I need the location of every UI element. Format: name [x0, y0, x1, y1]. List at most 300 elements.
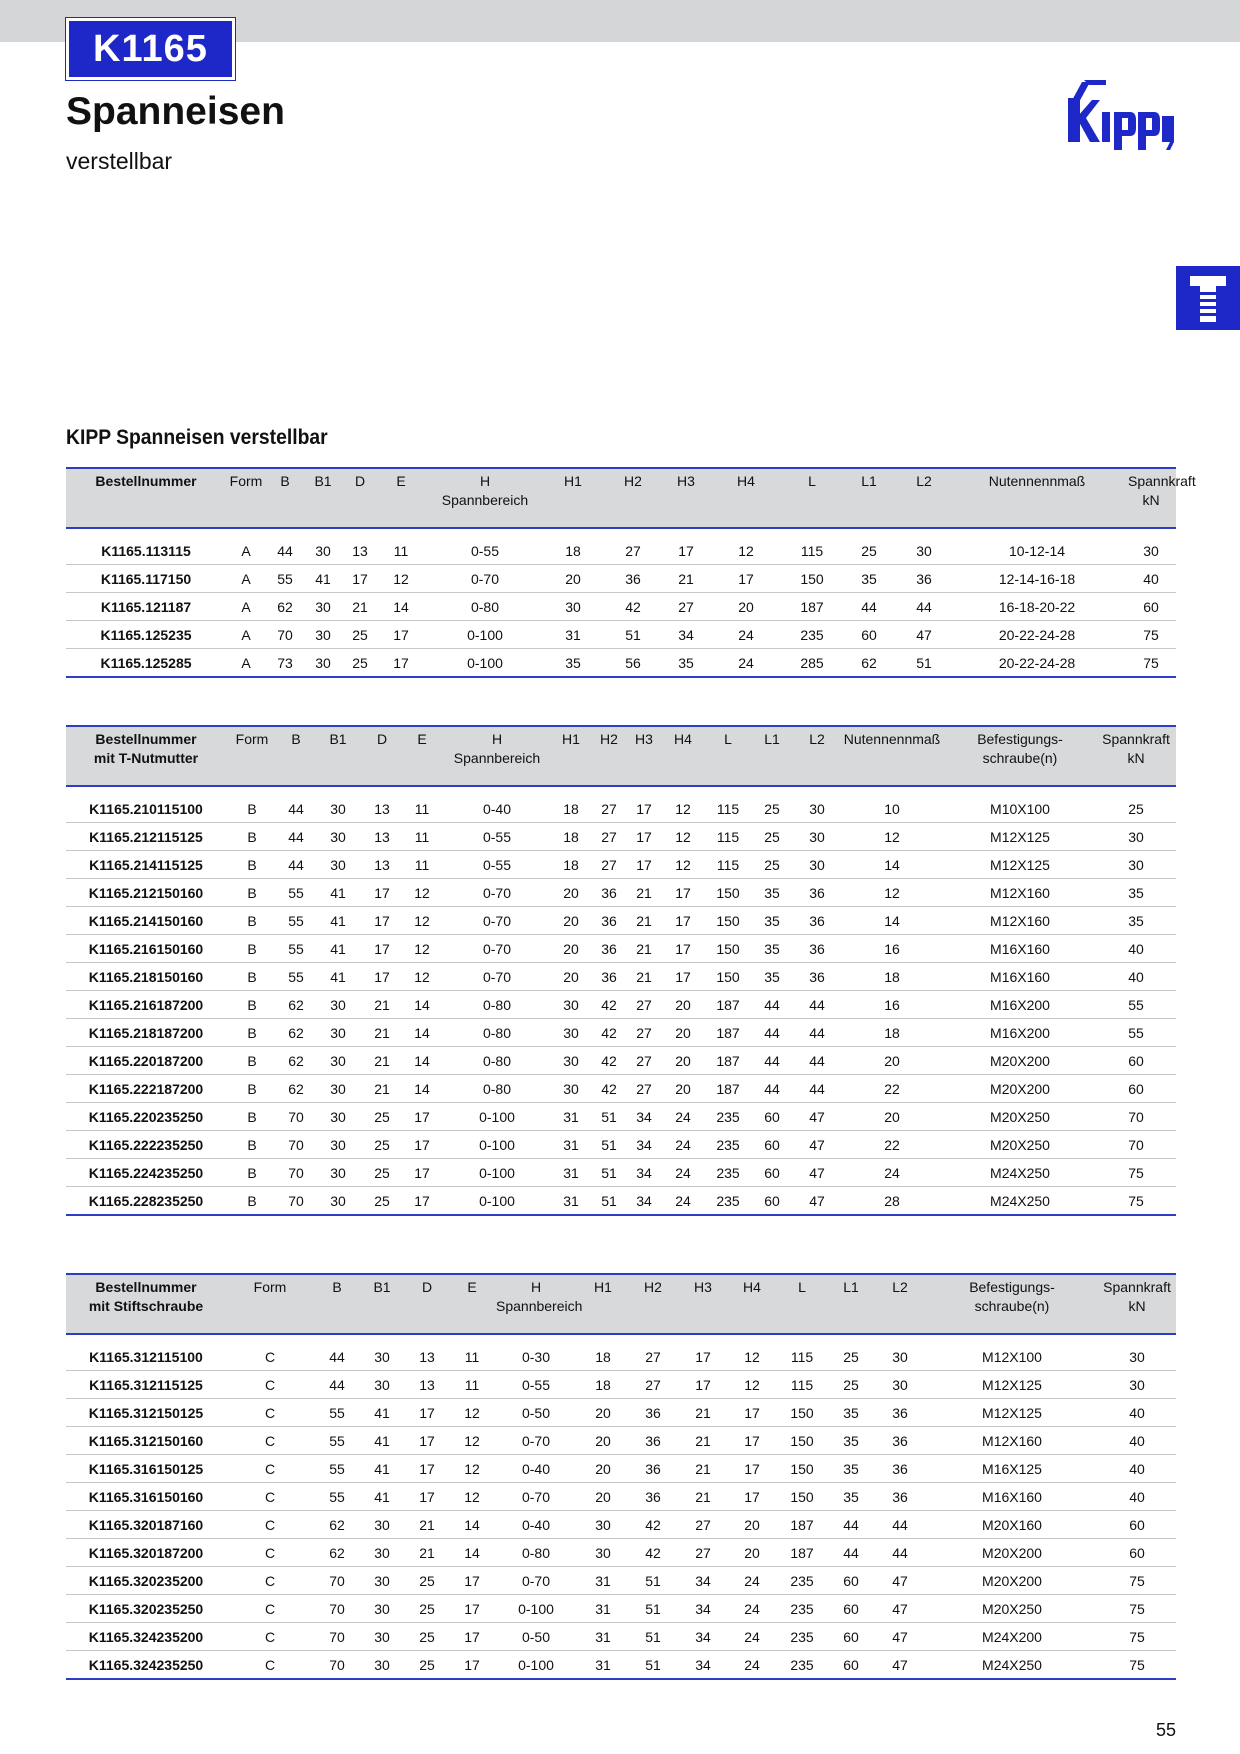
table-cell: 30	[360, 1334, 404, 1371]
table-cell: 31	[546, 621, 600, 649]
table-cell: 47	[900, 621, 948, 649]
table-cell: 44	[874, 1511, 926, 1539]
order-number-cell: K1165.212150160	[66, 879, 226, 907]
table-cell: 27	[678, 1539, 728, 1567]
table-cell: 21	[342, 593, 378, 621]
table-cell: B	[226, 1047, 278, 1075]
table-cell: 12	[402, 963, 442, 991]
table-cell: 235	[776, 1595, 828, 1623]
table-cell: 51	[628, 1595, 678, 1623]
table-cell: 17	[728, 1455, 776, 1483]
table-cell: 36	[874, 1455, 926, 1483]
table-cell: 75	[1126, 621, 1176, 649]
table-cell: 30	[1096, 823, 1176, 851]
table-cell: 42	[600, 593, 666, 621]
table-cell: 51	[590, 1131, 628, 1159]
table-cell: M12X125	[926, 1399, 1098, 1427]
column-header	[226, 1274, 314, 1334]
table-cell: M12X125	[944, 851, 1096, 879]
table-cell: 30	[314, 851, 362, 879]
column-header-label: B1	[329, 731, 347, 747]
table-cell: 44	[278, 851, 314, 879]
column-header	[450, 1274, 494, 1334]
table-cell: 20	[552, 907, 590, 935]
table-cell: M20X250	[926, 1595, 1098, 1623]
table-cell: 44	[750, 991, 794, 1019]
table-row	[66, 565, 1176, 593]
table-cell: 41	[304, 565, 342, 593]
order-number-cell: K1165.218187200	[66, 1019, 226, 1047]
table-cell: 30	[1098, 1334, 1176, 1371]
table-cell: 14	[450, 1511, 494, 1539]
table-cell: A	[226, 649, 266, 678]
table-cell: 25	[362, 1187, 402, 1216]
table-cell: M24X200	[926, 1623, 1098, 1651]
column-header	[546, 468, 600, 528]
table-cell: 55	[1096, 991, 1176, 1019]
table-cell: 150	[776, 1455, 828, 1483]
table-row	[66, 593, 1176, 621]
column-header-label: L1	[843, 1279, 859, 1295]
column-header-label: B1	[314, 473, 332, 489]
table-cell: 60	[1098, 1539, 1176, 1567]
order-number-cell: K1165.218150160	[66, 963, 226, 991]
table-cell: 11	[450, 1371, 494, 1399]
table-cell: 12	[378, 565, 424, 593]
column-header	[1126, 468, 1196, 528]
table-cell: 235	[706, 1131, 750, 1159]
column-header-label: H1	[562, 731, 580, 747]
table-cell: 12	[840, 823, 944, 851]
table-cell: 70	[314, 1623, 360, 1651]
column-header-label: Spannkraft	[1103, 1279, 1171, 1295]
column-header	[304, 468, 342, 528]
order-number-cell: K1165.216150160	[66, 935, 226, 963]
column-header-label: E	[396, 473, 406, 489]
table-cell: 115	[776, 1371, 828, 1399]
table-cell: 31	[552, 1187, 590, 1216]
table-cell: 14	[840, 851, 944, 879]
table-cell: 20	[578, 1483, 628, 1511]
table-cell: 42	[590, 1075, 628, 1103]
column-header-label: H2	[644, 1279, 662, 1295]
table-cell: 41	[314, 879, 362, 907]
table-cell: 12	[840, 879, 944, 907]
column-header-sublabel: kN	[1142, 492, 1160, 508]
table-cell: 0-70	[424, 565, 546, 593]
table-cell: 30	[314, 1019, 362, 1047]
table-cell: 10-12-14	[948, 528, 1126, 565]
table-row	[66, 1427, 1176, 1455]
table-cell: B	[226, 1159, 278, 1187]
section-title: KIPP Spanneisen verstellbar	[66, 426, 328, 449]
table-row	[66, 1623, 1176, 1651]
table-cell: 17	[660, 879, 706, 907]
table-cell: 20	[578, 1399, 628, 1427]
table-cell: 17	[378, 649, 424, 678]
column-header	[226, 468, 266, 528]
table-cell: 0-70	[494, 1567, 578, 1595]
table-cell: 12	[660, 823, 706, 851]
table-cell: M10X100	[944, 786, 1096, 823]
column-header-label: E	[467, 1279, 477, 1295]
table-cell: 11	[378, 528, 424, 565]
table-cell: C	[226, 1511, 314, 1539]
table-cell: 47	[794, 1103, 840, 1131]
table-cell: 150	[786, 565, 838, 593]
table-cell: 44	[794, 1075, 840, 1103]
column-header-label: Befestigungs-	[977, 731, 1063, 747]
table-cell: 21	[362, 1019, 402, 1047]
table-cell: 16	[840, 935, 944, 963]
kipp-logo-graphic	[1066, 76, 1178, 158]
table-cell: M16X200	[944, 991, 1096, 1019]
table-cell: 40	[1126, 565, 1176, 593]
table-cell: 187	[706, 991, 750, 1019]
table-cell: 20	[660, 1019, 706, 1047]
table-cell: 0-100	[442, 1187, 552, 1216]
table-row	[66, 1595, 1176, 1623]
column-header	[402, 726, 442, 786]
table-cell: B	[226, 823, 278, 851]
table-cell: 30	[546, 593, 600, 621]
table-cell: 25	[750, 786, 794, 823]
table-cell: 51	[600, 621, 666, 649]
table-cell: 0-55	[494, 1371, 578, 1399]
table-cell: 0-100	[424, 621, 546, 649]
table-cell: 0-100	[442, 1131, 552, 1159]
table-row	[66, 1159, 1176, 1187]
order-number-cell: K1165.220235250	[66, 1103, 226, 1131]
table-cell: 25	[404, 1651, 450, 1680]
table-cell: 12	[660, 786, 706, 823]
table-cell: 42	[590, 991, 628, 1019]
table-cell: 44	[314, 1371, 360, 1399]
table-cell: 21	[628, 879, 660, 907]
table-cell: 12	[450, 1427, 494, 1455]
column-header	[628, 1274, 678, 1334]
table-cell: 17	[362, 963, 402, 991]
table-cell: 51	[590, 1187, 628, 1216]
table-cell: 40	[1098, 1455, 1176, 1483]
table-cell: 60	[1096, 1047, 1176, 1075]
table-cell: 36	[600, 565, 666, 593]
table-cell: 55	[314, 1455, 360, 1483]
table-cell: 235	[786, 621, 838, 649]
table-cell: M24X250	[944, 1159, 1096, 1187]
column-header	[840, 726, 944, 786]
table-cell: 75	[1098, 1595, 1176, 1623]
column-header-label: H3	[694, 1279, 712, 1295]
table-cell: 20	[840, 1103, 944, 1131]
table-cell: 150	[776, 1427, 828, 1455]
table-cell: 25	[342, 621, 378, 649]
table-row	[66, 879, 1176, 907]
table-cell: 44	[750, 1047, 794, 1075]
column-header	[706, 468, 786, 528]
column-header	[578, 1274, 628, 1334]
table-cell: 12-14-16-18	[948, 565, 1126, 593]
table-cell: 40	[1098, 1427, 1176, 1455]
table-cell: 30	[552, 1019, 590, 1047]
table-cell: 150	[776, 1399, 828, 1427]
table-cell: 34	[678, 1595, 728, 1623]
table-cell: C	[226, 1623, 314, 1651]
table-cell: 55	[314, 1427, 360, 1455]
table-cell: 36	[628, 1399, 678, 1427]
table-cell: 25	[404, 1623, 450, 1651]
table-cell: 47	[794, 1159, 840, 1187]
table-cell: 24	[660, 1187, 706, 1216]
table-cell: 27	[628, 1334, 678, 1371]
column-header-label: Spannkraft	[1102, 731, 1170, 747]
table-cell: 17	[660, 963, 706, 991]
table-cell: 35	[750, 907, 794, 935]
table-cell: 70	[278, 1187, 314, 1216]
table-cell: 12	[660, 851, 706, 879]
table-cell: 17	[666, 528, 706, 565]
table-cell: 0-30	[494, 1334, 578, 1371]
clamp-bolt-icon	[1176, 266, 1240, 330]
column-header	[838, 468, 900, 528]
table-cell: 115	[706, 786, 750, 823]
table-cell: 20	[728, 1511, 776, 1539]
table-cell: 27	[628, 1019, 660, 1047]
table-cell: 30	[360, 1651, 404, 1680]
table-cell: 17	[706, 565, 786, 593]
table-cell: 70	[314, 1567, 360, 1595]
table-cell: M12X125	[944, 823, 1096, 851]
table-cell: 235	[706, 1103, 750, 1131]
table-cell: 17	[378, 621, 424, 649]
table-cell: C	[226, 1595, 314, 1623]
table-cell: 0-80	[424, 593, 546, 621]
table-cell: 70	[278, 1103, 314, 1131]
column-header	[900, 468, 948, 528]
table-cell: 20	[660, 991, 706, 1019]
table-cell: 44	[794, 991, 840, 1019]
table-cell: 187	[706, 1047, 750, 1075]
table-cell: 20	[840, 1047, 944, 1075]
table-cell: 62	[314, 1539, 360, 1567]
table-cell: 44	[874, 1539, 926, 1567]
table-cell: 18	[552, 851, 590, 879]
table-cell: 31	[578, 1567, 628, 1595]
table-cell: 20	[552, 963, 590, 991]
table-cell: 20	[552, 935, 590, 963]
table-cell: 36	[628, 1483, 678, 1511]
table-cell: 27	[590, 851, 628, 879]
table-cell: 30	[314, 1075, 362, 1103]
table-cell: 235	[706, 1159, 750, 1187]
table-row	[66, 1455, 1176, 1483]
table-cell: 30	[304, 649, 342, 678]
column-header-sublabel: mit T-Nutmutter	[93, 750, 199, 766]
table-cell: 30	[360, 1567, 404, 1595]
order-number-cell: K1165.125285	[66, 649, 226, 678]
table-row	[66, 907, 1176, 935]
table-cell: 30	[1096, 851, 1176, 879]
table-cell: 0-50	[494, 1399, 578, 1427]
table-cell: 55	[278, 879, 314, 907]
column-header	[600, 468, 666, 528]
table-cell: B	[226, 963, 278, 991]
table-cell: 41	[314, 963, 362, 991]
table-row	[66, 1567, 1176, 1595]
table-cell: 25	[838, 528, 900, 565]
table-cell: 20	[706, 593, 786, 621]
table-cell: 115	[706, 823, 750, 851]
column-header-sublabel: kN	[1128, 1298, 1146, 1314]
table-cell: 31	[578, 1623, 628, 1651]
table-cell: 17	[728, 1399, 776, 1427]
column-header-sublabel: Spannbereich	[441, 492, 529, 508]
table-cell: 51	[628, 1567, 678, 1595]
table-cell: C	[226, 1371, 314, 1399]
table-cell: 75	[1098, 1567, 1176, 1595]
table-cell: M16X125	[926, 1455, 1098, 1483]
table-cell: 20	[546, 565, 600, 593]
column-header	[226, 726, 278, 786]
table-cell: 42	[628, 1511, 678, 1539]
column-header	[666, 468, 706, 528]
order-number-cell: K1165.320235200	[66, 1567, 226, 1595]
table-cell: M12X160	[944, 907, 1096, 935]
column-header	[360, 1274, 404, 1334]
table-cell: B	[226, 1075, 278, 1103]
table-cell: 36	[794, 935, 840, 963]
table-cell: 0-100	[442, 1159, 552, 1187]
table-cell: 17	[362, 879, 402, 907]
column-header	[706, 726, 750, 786]
table-cell: 35	[1096, 879, 1176, 907]
column-header-label: L2	[916, 473, 932, 489]
column-header	[266, 468, 304, 528]
column-header-label: H3	[677, 473, 695, 489]
table-row	[66, 1539, 1176, 1567]
table-cell: M20X250	[944, 1103, 1096, 1131]
table-cell: 41	[314, 935, 362, 963]
table-cell: 18	[552, 823, 590, 851]
table-cell: 11	[402, 823, 442, 851]
column-header	[590, 726, 628, 786]
table-cell: 47	[794, 1187, 840, 1216]
table-cell: 17	[450, 1567, 494, 1595]
table-cell: 24	[728, 1651, 776, 1680]
table-cell: 36	[874, 1399, 926, 1427]
table-cell: 47	[874, 1595, 926, 1623]
column-header	[342, 468, 378, 528]
table-cell: 30	[900, 528, 948, 565]
table-cell: 16	[840, 991, 944, 1019]
table-cell: 60	[1098, 1511, 1176, 1539]
column-header	[728, 1274, 776, 1334]
column-header	[424, 468, 546, 528]
table-cell: 22	[840, 1131, 944, 1159]
column-header-label: H2	[624, 473, 642, 489]
table-cell: 35	[750, 935, 794, 963]
table-cell: 17	[362, 907, 402, 935]
order-number-cell: K1165.121187	[66, 593, 226, 621]
table-cell: 21	[678, 1427, 728, 1455]
table-cell: 16-18-20-22	[948, 593, 1126, 621]
order-number-cell: K1165.216187200	[66, 991, 226, 1019]
table-cell: 0-80	[442, 1075, 552, 1103]
table-cell: 40	[1096, 935, 1176, 963]
table-cell: 36	[590, 935, 628, 963]
table-cell: 55	[314, 1483, 360, 1511]
table-cell: 60	[1126, 593, 1176, 621]
table-cell: 62	[278, 991, 314, 1019]
table-cell: 34	[628, 1131, 660, 1159]
table-cell: 35	[546, 649, 600, 678]
table-cell: 41	[360, 1455, 404, 1483]
table-cell: 150	[776, 1483, 828, 1511]
column-header-label: Spannkraft	[1128, 473, 1196, 489]
table-cell: 25	[750, 851, 794, 879]
page-title: Spanneisen	[66, 90, 285, 133]
column-header-label: H4	[674, 731, 692, 747]
order-number-cell: K1165.316150125	[66, 1455, 226, 1483]
table-cell: 17	[342, 565, 378, 593]
table-cell: B	[226, 1187, 278, 1216]
column-header-sublabel: kN	[1127, 750, 1145, 766]
table-header-row	[66, 468, 1176, 528]
table-cell: 30	[360, 1371, 404, 1399]
table-row	[66, 1019, 1176, 1047]
column-header	[404, 1274, 450, 1334]
table-cell: 34	[628, 1103, 660, 1131]
column-header-label: H3	[635, 731, 653, 747]
column-header	[66, 726, 226, 786]
table-cell: 21	[362, 1047, 402, 1075]
table-cell: B	[226, 786, 278, 823]
order-number-cell: K1165.113115	[66, 528, 226, 565]
table-cell: 17	[628, 823, 660, 851]
table-cell: 44	[838, 593, 900, 621]
table-cell: C	[226, 1399, 314, 1427]
table-cell: 25	[342, 649, 378, 678]
table-cell: M12X160	[926, 1427, 1098, 1455]
table-cell: 47	[874, 1623, 926, 1651]
table-cell: B	[226, 879, 278, 907]
column-header-label: H4	[743, 1279, 761, 1295]
table-cell: 11	[402, 851, 442, 879]
table-cell: 21	[404, 1511, 450, 1539]
table-cell: 34	[678, 1623, 728, 1651]
table-row	[66, 935, 1176, 963]
table-cell: 0-100	[424, 649, 546, 678]
table-cell: 12	[728, 1371, 776, 1399]
table-cell: 21	[362, 1075, 402, 1103]
column-header-label: L1	[861, 473, 877, 489]
table-cell: A	[226, 565, 266, 593]
table-cell: 30	[304, 621, 342, 649]
column-header	[660, 726, 706, 786]
table-cell: M20X160	[926, 1511, 1098, 1539]
table-cell: M16X200	[944, 1019, 1096, 1047]
table-cell: 31	[578, 1651, 628, 1680]
table-cell: 17	[678, 1371, 728, 1399]
table-cell: 36	[874, 1483, 926, 1511]
column-header-label: H4	[737, 473, 755, 489]
table-cell: 21	[628, 963, 660, 991]
table-cell: 31	[552, 1159, 590, 1187]
table-cell: 44	[794, 1019, 840, 1047]
table-cell: 0-100	[494, 1595, 578, 1623]
order-number-cell: K1165.316150160	[66, 1483, 226, 1511]
table-cell: 0-50	[494, 1623, 578, 1651]
